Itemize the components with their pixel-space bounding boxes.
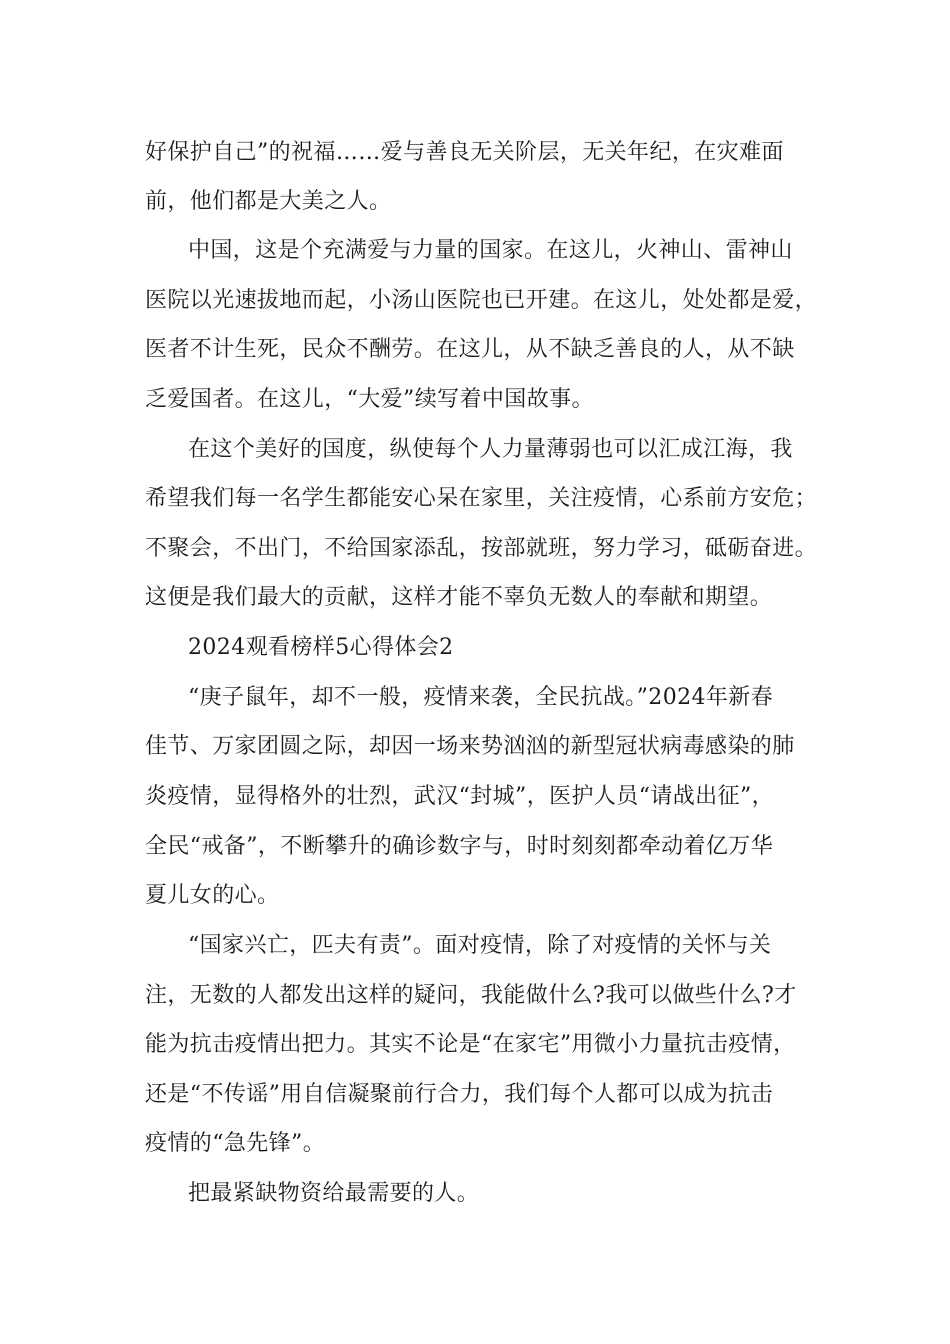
text-line: 夏儿女的心。 — [145, 883, 280, 908]
text-line: 这便是我们最大的贡献，这样才能不辜负无数人的奉献和期望。 — [145, 585, 773, 610]
text-line: 佳节、万家团圆之际，却因一场来势汹汹的新型冠状病毒感染的肺 — [145, 734, 795, 759]
text-line: 能为抗击疫情出把力。其实不论是“在家宅”用微小力量抗击疫情， — [145, 1032, 796, 1057]
text-line: 医者不计生死，民众不酬劳。在这儿，从不缺乏善良的人，从不缺 — [145, 337, 795, 362]
text-line: 注，无数的人都发出这样的疑问，我能做什么?我可以做些什么?才 — [145, 983, 797, 1008]
text-line: 不聚会，不出门，不给国家添乱，按部就班，努力学习，砥砺奋进。 — [145, 536, 818, 561]
text-line: 疫情的“急先锋”。 — [145, 1131, 326, 1156]
text-line: 希望我们每一名学生都能安心呆在家里，关注疫情，心系前方安危； — [145, 486, 818, 511]
text-line: 好保护自己”的祝福……爱与善良无关阶层，无关年纪，在灾难面 — [145, 140, 784, 165]
text-line: 炎疫情，显得格外的壮烈，武汉“封城”，医护人员“请战出征”， — [145, 784, 774, 809]
paragraph-first-line: “国家兴亡，匹夫有责”。面对疫情，除了对疫情的关怀与关 — [188, 933, 772, 958]
text-line: 全民“戒备”，不断攀升的确诊数字与，时时刻刻都牵动着亿万华 — [145, 834, 774, 859]
text-line: 前，他们都是大美之人。 — [145, 189, 392, 214]
text-line: 还是“不传谣”用自信凝聚前行合力，我们每个人都可以成为抗击 — [145, 1082, 774, 1107]
section-heading: 2024观看榜样5心得体会2 — [188, 635, 454, 660]
text-line: 医院以光速拔地而起，小汤山医院也已开建。在这儿，处处都是爱， — [145, 288, 818, 313]
paragraph-first-line: 中国，这是个充满爱与力量的国家。在这儿，火神山、雷神山 — [188, 238, 793, 263]
text-line: 乏爱国者。在这儿，“大爱”续写着中国故事。 — [145, 387, 594, 412]
paragraph-first-line: 把最紧缺物资给最需要的人。 — [188, 1181, 480, 1206]
paragraph-first-line: 在这个美好的国度，纵使每个人力量薄弱也可以汇成江海，我 — [188, 437, 793, 462]
paragraph-first-line: “庚子鼠年，却不一般，疫情来袭，全民抗战。”2024年新春 — [188, 685, 774, 710]
